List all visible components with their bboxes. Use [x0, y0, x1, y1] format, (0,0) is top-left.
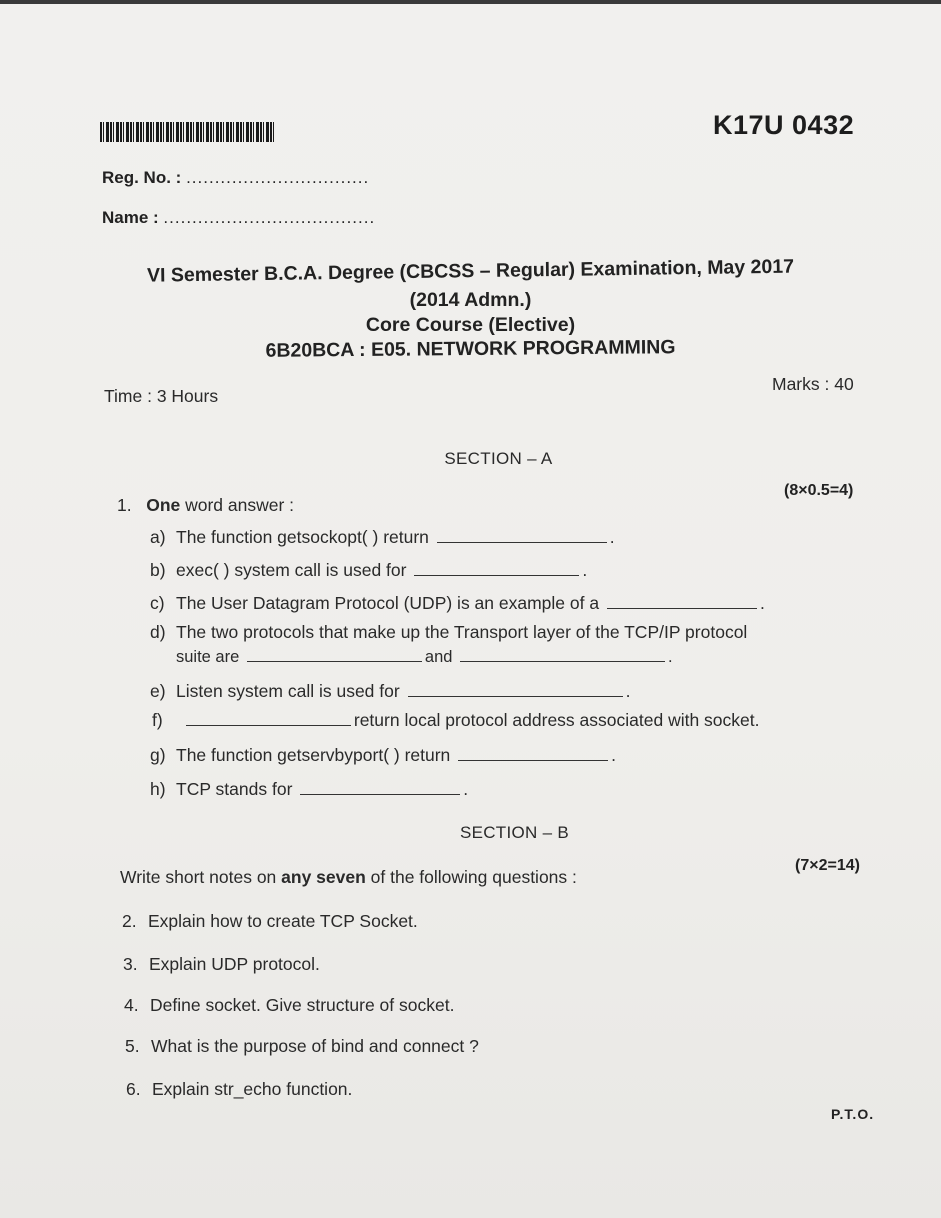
item-label: a) — [150, 527, 166, 547]
course-title: 6B20BCA : E05. NETWORK PROGRAMMING — [265, 336, 676, 362]
answer-blank — [437, 542, 607, 543]
answer-blank — [300, 794, 460, 795]
instruction-pre: Write short notes on — [120, 867, 282, 887]
item-label: b) — [150, 560, 166, 580]
question-3 — [123, 954, 320, 975]
instruction-rest: word answer : — [180, 495, 295, 515]
admission-year: (2014 Admn.) — [409, 289, 532, 311]
please-turn-over: P.T.O. — [831, 1106, 875, 1122]
answer-blank — [458, 760, 608, 761]
name-dots: ..................................... — [163, 208, 376, 227]
exam-title: VI Semester B.C.A. Degree (CBCSS – Regular) Examination, May 2017 — [146, 255, 795, 287]
item-label: h) — [150, 779, 166, 799]
barcode — [100, 122, 275, 142]
question-text: Explain UDP protocol. — [149, 954, 320, 974]
answer-blank — [247, 661, 422, 662]
question-1e — [150, 681, 630, 702]
name-field — [102, 208, 375, 228]
item-end: . — [625, 681, 631, 701]
course-type: Core Course (Elective) — [365, 314, 576, 336]
question-1c — [150, 593, 765, 614]
item-text: TCP stands for — [176, 779, 293, 799]
question-5 — [125, 1036, 479, 1057]
item-label: e) — [150, 681, 166, 701]
section-b-marks: (7×2=14) — [795, 857, 860, 874]
name-label: Name : — [102, 208, 159, 227]
instruction-bold: any seven — [281, 867, 366, 887]
question-1d-line1 — [150, 622, 747, 643]
question-4 — [124, 995, 454, 1016]
question-1-instruction — [117, 495, 294, 516]
question-1-number: 1. — [117, 495, 132, 515]
item-end: . — [668, 648, 673, 666]
question-text: Explain how to create TCP Socket. — [148, 911, 418, 931]
section-b-heading: SECTION – B — [459, 823, 570, 842]
item-end: . — [463, 779, 469, 799]
item-end: . — [759, 593, 765, 613]
question-number: 4. — [124, 995, 139, 1015]
question-text: Explain str_echo function. — [152, 1079, 353, 1099]
question-1a — [150, 527, 615, 548]
instruction-bold: One — [146, 495, 181, 515]
question-1f — [152, 710, 760, 731]
item-text: Listen system call is used for — [176, 681, 400, 701]
item-end: . — [582, 560, 588, 580]
answer-blank — [186, 725, 351, 726]
answer-blank — [607, 608, 757, 609]
question-1h — [150, 779, 468, 800]
section-a-heading: SECTION – A — [444, 449, 553, 468]
item-end: . — [609, 527, 615, 547]
question-1b — [150, 560, 587, 581]
item-label: f) — [152, 710, 163, 730]
scan-edge-line — [0, 0, 941, 4]
item-text: The two protocols that make up the Transport layer of the TCP/IP protocol — [176, 622, 748, 642]
reg-no-dots: ................................ — [186, 168, 370, 187]
reg-no-field — [102, 168, 369, 188]
question-number: 3. — [123, 954, 138, 974]
paper-code: K17U 0432 — [713, 110, 855, 140]
reg-no-label: Reg. No. : — [102, 168, 182, 187]
question-1g — [150, 745, 616, 766]
item-text: suite are — [176, 648, 240, 666]
question-2 — [122, 911, 418, 932]
item-label: c) — [150, 593, 165, 613]
item-end: . — [611, 745, 617, 765]
question-6 — [126, 1079, 352, 1100]
question-text: Define socket. Give structure of socket. — [150, 995, 455, 1015]
instruction-post: of the following questions : — [365, 867, 577, 887]
answer-blank — [460, 661, 665, 662]
section-a-marks: (8×0.5=4) — [784, 482, 854, 499]
item-text: exec( ) system call is used for — [176, 560, 407, 580]
question-number: 6. — [126, 1079, 141, 1099]
item-text: The User Datagram Protocol (UDP) is an example of a — [176, 593, 600, 613]
question-number: 2. — [122, 911, 137, 931]
section-b-instruction — [120, 867, 577, 888]
item-and: and — [424, 648, 453, 666]
question-number: 5. — [125, 1036, 140, 1056]
item-text: The function getsockopt( ) return — [176, 527, 429, 547]
question-text: What is the purpose of bind and connect ? — [151, 1036, 479, 1056]
answer-blank — [408, 696, 623, 697]
exam-time: Time : 3 Hours — [104, 386, 219, 406]
total-marks: Marks : 40 — [772, 374, 854, 394]
item-label: g) — [150, 745, 166, 765]
answer-blank — [414, 575, 579, 576]
question-1d-line2 — [176, 648, 673, 667]
item-label: d) — [150, 622, 166, 642]
item-text: The function getservbyport( ) return — [176, 745, 451, 765]
item-text: return local protocol address associated with socket. — [353, 710, 760, 730]
